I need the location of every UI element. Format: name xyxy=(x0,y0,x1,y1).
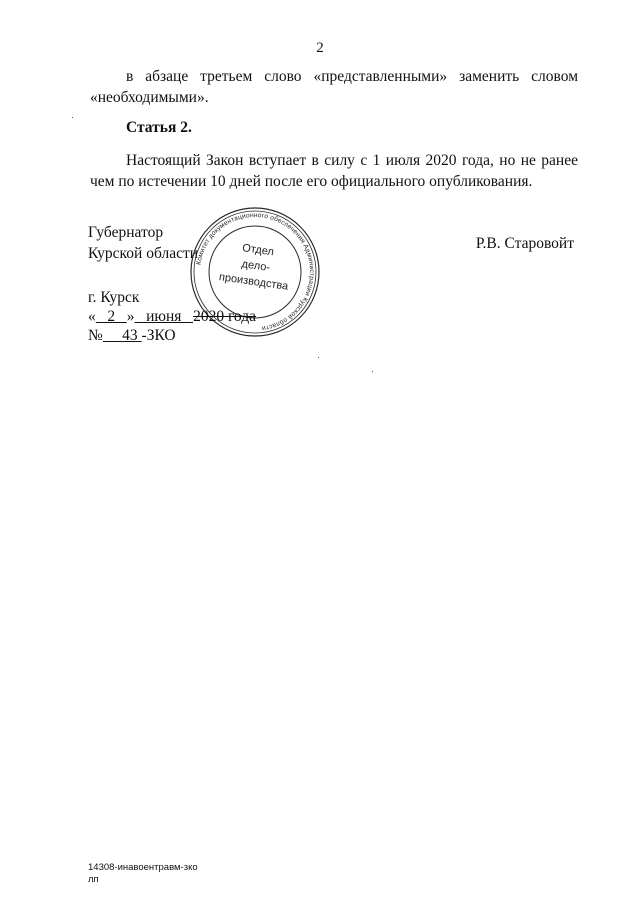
signatory-name: Р.В. Старовойт xyxy=(475,235,574,252)
seal-center-line1: Отдел xyxy=(241,242,275,259)
date-close-quote: » xyxy=(126,308,135,325)
law-number-prefix: № xyxy=(88,327,103,344)
date-day: 2 xyxy=(107,308,116,325)
signatory-title-line1: Губернатор xyxy=(88,224,164,241)
seal-outer-text: Комитет документационного обеспечения Администрации Курской области xyxy=(195,211,316,332)
date-open-quote: « xyxy=(88,308,96,325)
article-heading: Статья 2. xyxy=(126,119,192,136)
footer-reference xyxy=(88,862,198,886)
date-month: июня xyxy=(146,308,182,325)
law-number xyxy=(88,327,176,345)
footer-line2: лп xyxy=(88,874,99,885)
footer-line1: 14308-инавоентравм-зко xyxy=(88,862,198,873)
place-of-signing: г. Курск xyxy=(88,289,140,306)
signatory-title-line2: Курской области xyxy=(88,245,199,262)
date-of-signing xyxy=(88,308,256,326)
paragraph-amendment: в абзаце третьем слово «представленными» заменить словом «необходимыми». xyxy=(90,68,578,106)
scan-speck xyxy=(72,117,73,118)
date-year: 2020 года xyxy=(193,308,256,325)
scan-speck xyxy=(372,371,373,372)
paragraph-entry-into-force: Настоящий Закон вступает в силу с 1 июля 2020 года, но не ранее чем по истечении 10 дней после его официального опубликования. xyxy=(90,152,578,190)
scan-speck xyxy=(318,357,319,358)
law-number-value: 43 xyxy=(122,327,138,344)
law-number-suffix: -ЗКО xyxy=(141,327,176,344)
seal-center-line2: дело- xyxy=(240,258,271,274)
signatory-title xyxy=(88,222,198,264)
seal-center-line3: производства xyxy=(218,271,289,293)
page-number: 2 xyxy=(316,40,324,56)
